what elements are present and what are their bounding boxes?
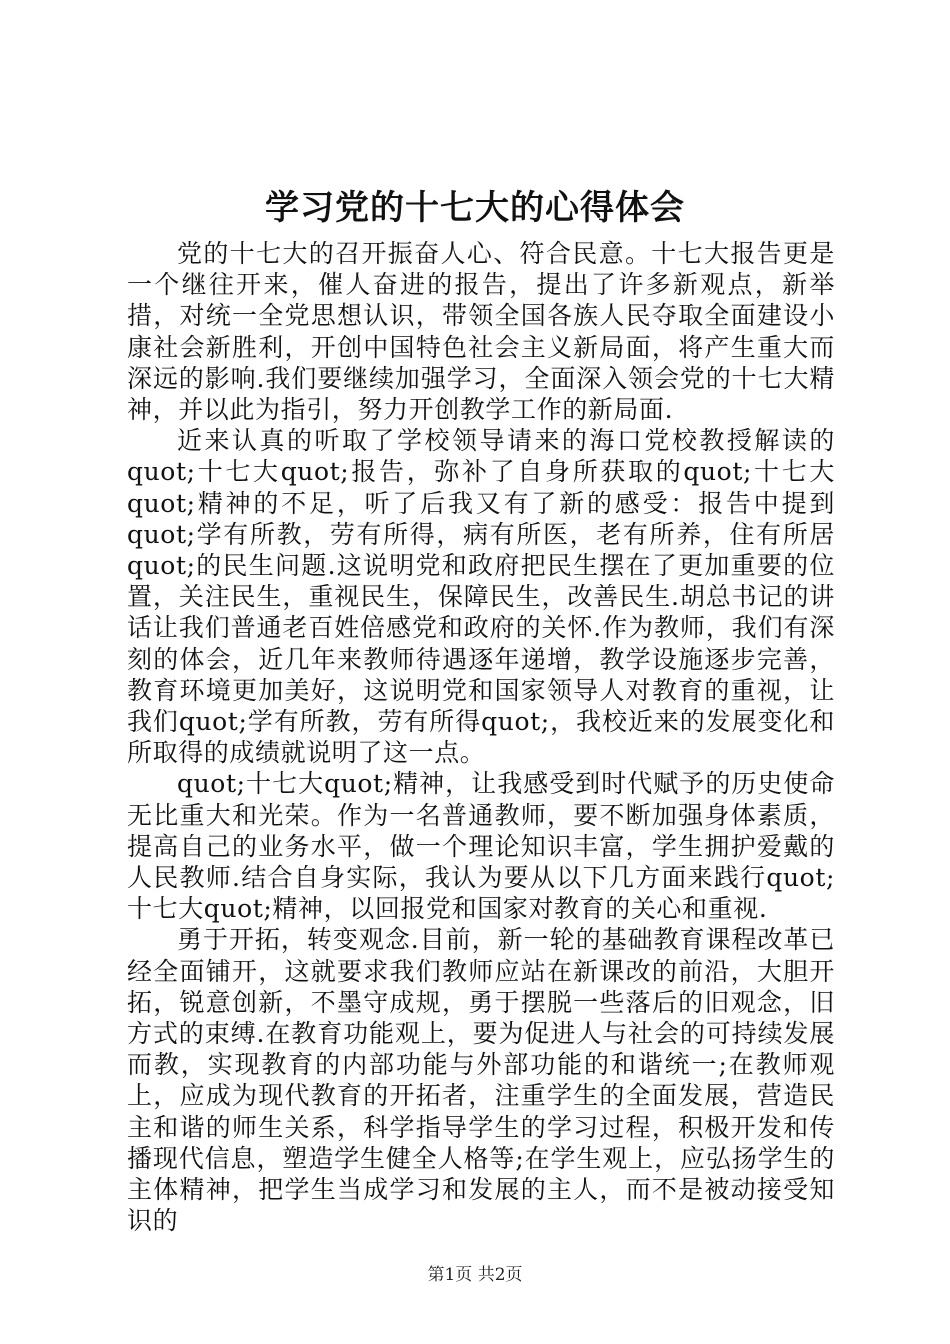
paragraph: quot;十七大quot;精神，让我感受到时代赋予的历史使命无比重大和光荣。作为一名普通教师，要不断加强身体素质，提高自己的业务水平，做一个理论知识丰富，学生拥护爱戴的人民教师.结合自身实际，我认为要从以下几方面来践行quot;十七大quot;精神，以回报党和国家对教育的关心和重视. [127, 769, 835, 924]
document-title: 学习党的十七大的心得体会 [265, 188, 685, 228]
paragraph: 勇于开拓，转变观念.目前，新一轮的基础教育课程改革已经全面铺开，这就要求我们教师应站在新课改的前沿，大胆开拓，锐意创新，不墨守成规，勇于摆脱一些落后的旧观念，旧方式的束缚.在教育功能观上，要为促进人与社会的可持续发展而教，实现教育的内部功能与外部功能的和谐统一;在教师观上，应成为现代教育的开拓者，注重学生的全面发展，营造民主和谐的师生关系，科学指导学生的学习过程，积极开发和传播现代信息，塑造学生健全人格等;在学生观上，应弘扬学生的主体精神，把学生当成学习和发展的主人，而不是被动接受知识的 [127, 925, 835, 1236]
document-body [127, 238, 835, 1237]
paragraph: 党的十七大的召开振奋人心、符合民意。十七大报告更是一个继往开来，催人奋进的报告，提出了许多新观点，新举措，对统一全党思想认识，带领全国各族人民夺取全面建设小康社会新胜利，开创中国特色社会主义新局面，将产生重大而深远的影响.我们要继续加强学习，全面深入领会党的十七大精神，并以此为指引，努力开创教学工作的新局面. [127, 239, 835, 425]
page-number-footer: 第1页 共2页 [427, 1265, 523, 1285]
paragraph: 近来认真的听取了学校领导请来的海口党校教授解读的quot;十七大quot;报告，弥补了自身所获取的quot;十七大quot;精神的不足，听了后我又有了新的感受：报告中提到quot;学有所教，劳有所得，病有所医，老有所养，住有所居quot;的民生问题.这说明党和政府把民生摆在了更加重要的位置，关注民生，重视民生，保障民生，改善民生.胡总书记的讲话让我们普通老百姓倍感党和政府的关怀.作为教师，我们有深刻的体会，近几年来教师待遇逐年递增，教学设施逐步完善，教育环境更加美好，这说明党和国家领导人对教育的重视，让我们quot;学有所教，劳有所得quot;，我校近来的发展变化和所取得的成绩就说明了这一点。 [127, 426, 835, 768]
